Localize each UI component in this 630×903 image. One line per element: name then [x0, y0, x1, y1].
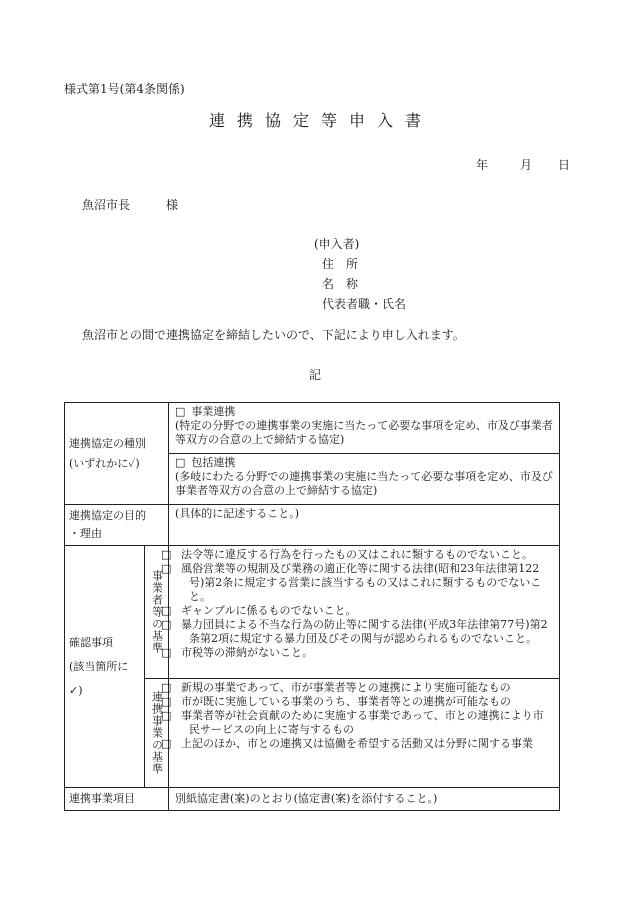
purpose-label-sub: ・理由 — [69, 527, 102, 540]
type-label-note: (いずれかに✓) — [69, 456, 140, 470]
confirm-label-note-end: ✓) — [69, 683, 83, 697]
confirm-label-cell — [65, 546, 145, 788]
addressee-name: 魚沼市長 — [82, 198, 131, 212]
project-criterion-1[interactable]: □ 新規の事業であって、市が事業者等との連携により実施可能なもの — [161, 681, 511, 694]
addressee — [82, 196, 178, 213]
purpose-label: 連携協定の目的 — [69, 509, 146, 522]
checkbox-business-partnership[interactable]: □ — [175, 405, 186, 418]
checkbox-comprehensive-partnership[interactable]: □ — [175, 456, 186, 469]
date-year-label: 年 — [476, 158, 489, 172]
confirm-label-note: (該当箇所に — [69, 659, 129, 673]
project-criterion-4[interactable]: □ 上記のほか、市との連携又は協働を希望する活動又は分野に関する事業 — [161, 737, 533, 750]
type-option2-title: 包括連携 — [191, 456, 236, 469]
applicant-heading: (申入者) — [314, 237, 360, 251]
page-title: 連携協定等申入書 — [208, 111, 433, 130]
applicant-address-label: 住 所 — [322, 257, 359, 271]
form-number: 様式第1号(第4条関係) — [64, 82, 185, 96]
applicant-name-label: 名 称 — [322, 277, 359, 291]
request-statement: 魚沼市との間で連携協定を締結したいので、下記により申し入れます。 — [82, 328, 465, 342]
applicant-representative-label: 代表者職・氏名 — [322, 297, 407, 311]
confirm-label: 確認事項 — [69, 635, 113, 649]
business-criteria-row — [65, 546, 560, 679]
business-criterion-4[interactable]: □ 暴力団員による不当な行為の防止等に関する法律(平成3年法律第77号)第2条第2項に規定する暴力団及びその関与が認められるものでないこと。 — [161, 618, 548, 645]
business-criterion-5[interactable]: □ 市税等の滞納がないこと。 — [161, 646, 313, 659]
business-criteria-label: 事業者等の基準 — [145, 546, 169, 679]
project-criterion-3[interactable]: □ 事業者等が社会貢献のために実施する事業であって、市との連携により市民サービスの向上に寄与するもの — [161, 709, 544, 736]
date-line — [476, 156, 570, 173]
project-criteria-label: 連携事業の基準 — [145, 679, 169, 788]
business-criteria-list — [161, 546, 560, 679]
type-option-comprehensive — [169, 454, 560, 505]
items-label: 連携事業項目 — [65, 788, 169, 811]
type-option1-title: 事業連携 — [191, 405, 236, 418]
business-criterion-1[interactable]: □ 法令等に違反する行為を行ったもの又はこれに類するものでないこと。 — [161, 548, 533, 561]
items-row — [65, 788, 560, 811]
application-table — [64, 402, 560, 811]
ki-marker: 記 — [308, 368, 321, 382]
type-option2-desc: (多岐にわたる分野での連携事業の実施に当たって必要な事項を定め、市及び事業者等双方の合意の上で締結する協定) — [175, 470, 553, 497]
type-row-1 — [65, 403, 560, 454]
project-criterion-2[interactable]: □ 市が既に実施している事業のうち、事業者等との連携が可能なもの — [161, 695, 511, 708]
type-option-business — [169, 403, 560, 454]
purpose-row — [65, 505, 560, 546]
purpose-value[interactable]: (具体的に記述すること。) — [169, 505, 560, 546]
project-criteria-list — [161, 679, 560, 788]
applicant-block — [314, 234, 406, 314]
type-label: 連携協定の種別 — [69, 436, 146, 450]
addressee-honorific: 様 — [166, 198, 179, 212]
date-day-label: 日 — [558, 158, 571, 172]
type-option1-desc: (特定の分野での連携事業の実施に当たって必要な事項を定め、市及び事業者等双方の合意の上で締結する協定) — [175, 419, 553, 446]
business-criterion-2[interactable]: □ 風俗営業等の規制及び業務の適正化等に関する法律(昭和23年法律第122号)第2条に規定する営業に該当するもの又はこれに類するものでないこと。 — [161, 562, 542, 603]
date-month-label: 月 — [520, 158, 533, 172]
purpose-label-cell — [65, 505, 169, 546]
items-value[interactable]: 別紙協定書(案)のとおり(協定書(案)を添付すること。) — [169, 788, 560, 811]
type-label-cell — [65, 403, 169, 505]
business-criterion-3[interactable]: □ ギャンブルに係るものでないこと。 — [161, 604, 357, 617]
